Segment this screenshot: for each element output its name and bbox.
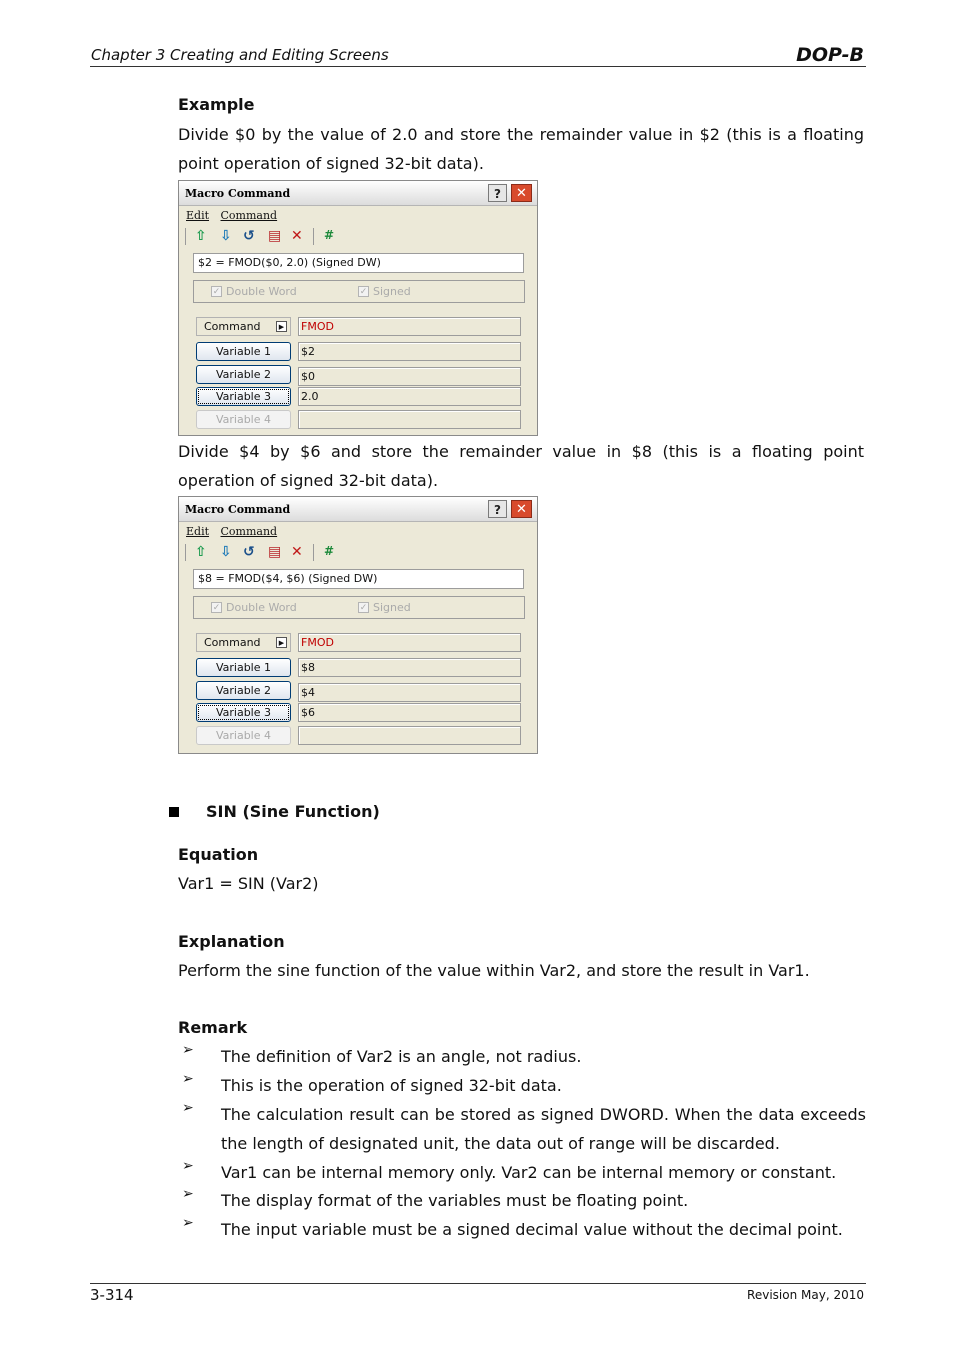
arrow-bullet-icon: ➢ [182,1186,194,1202]
page-header [90,44,866,67]
signed-checkbox: ✓ [359,603,368,613]
close-button[interactable]: ✕ [511,500,532,518]
menu-bar [186,209,285,222]
document-icon[interactable]: ▤ [268,228,282,244]
equation-heading: Equation [178,845,259,864]
arrow-bullet-icon: ➢ [182,1215,194,1231]
delete-icon[interactable]: ✕ [291,544,303,560]
variable-3-button[interactable]: Variable 3 [196,703,291,722]
hash-icon[interactable]: # [324,544,335,558]
variable-3-field[interactable]: $6 [298,703,521,722]
example-heading: Example [178,95,255,114]
equation-text: Var1 = SIN (Var2) [178,874,319,893]
remark-text: The calculation result can be stored as signed DWORD. When the data exceeds the length of designated unit, the data out of range will be discarded. [221,1105,866,1153]
chapter-title: Chapter 3 Creating and Editing Screens [91,46,389,64]
refresh-icon[interactable]: ↺ [243,228,255,244]
command-label: Command [204,636,261,649]
arrow-bullet-icon: ➢ [182,1158,194,1174]
variable-3-field[interactable]: 2.0 [298,387,521,406]
page-number: 3-314 [90,1286,134,1304]
remark-text: The input variable must be a signed decimal value without the decimal point. [221,1220,843,1239]
variable-1-button[interactable]: Variable 1 [196,342,291,361]
footer-rule [90,1283,866,1284]
remark-heading: Remark [178,1018,248,1037]
equation-display: $2 = FMOD($0, 2.0) (Signed DW) [193,253,524,273]
command-field[interactable]: FMOD [298,633,521,652]
command-label: Command [204,320,261,333]
variable-4-button: Variable 4 [196,410,291,429]
arrow-bullet-icon: ➢ [182,1042,194,1058]
sin-section-title: SIN (Sine Function) [206,802,380,821]
variable-4-field [298,410,521,429]
variable-1-button[interactable]: Variable 1 [196,658,291,677]
menu-command[interactable]: Command [220,525,278,538]
revision-date: Revision May, 2010 [747,1288,864,1302]
hash-icon[interactable]: # [324,228,335,242]
toolbar-separator [185,544,186,561]
equation-display: $8 = FMOD($4, $6) (Signed DW) [193,569,524,589]
double-word-checkbox: ✓ [212,287,221,297]
document-icon[interactable]: ▤ [268,544,282,560]
remark-text: The definition of Var2 is an angle, not radius. [221,1047,582,1066]
remark-text: The display format of the variables must be floating point. [221,1191,689,1210]
dialog-title: Macro Command [185,503,291,516]
refresh-icon[interactable]: ↺ [243,544,255,560]
dop-b-logo: DOP-B [796,44,864,66]
close-button[interactable]: ✕ [511,184,532,202]
macro-command-dialog-2 [178,496,538,754]
explanation-heading: Explanation [178,932,285,951]
help-button[interactable]: ? [488,500,507,518]
help-button[interactable]: ? [488,184,507,202]
dialog-titlebar [179,497,537,522]
play-icon: ▶ [276,637,287,648]
toolbar [185,544,525,564]
variable-2-field[interactable]: $4 [298,683,521,702]
toolbar [185,228,525,248]
dialog-title: Macro Command [185,187,291,200]
example-paragraph-1: Divide $0 by the value of 2.0 and store the remainder value in $2 (this is a floating point operation of signed 32-bit data). [178,125,864,173]
options-group [193,280,525,303]
menu-command[interactable]: Command [220,209,278,222]
variable-1-field[interactable]: $8 [298,658,521,677]
play-icon: ▶ [276,321,287,332]
variable-2-button[interactable]: Variable 2 [196,365,291,384]
double-word-label: Double Word [226,601,297,614]
variable-2-field[interactable]: $0 [298,367,521,386]
section-bullet [169,807,179,817]
menu-bar [186,525,285,538]
arrow-up-icon[interactable]: ⇧ [195,228,207,244]
signed-checkbox: ✓ [359,287,368,297]
options-group [193,596,525,619]
arrow-bullet-icon: ➢ [182,1071,194,1087]
arrow-bullet-icon: ➢ [182,1100,194,1116]
dialog-titlebar [179,181,537,206]
toolbar-separator [313,228,314,245]
variable-2-button[interactable]: Variable 2 [196,681,291,700]
menu-edit[interactable]: Edit [186,525,210,538]
example-paragraph-2: Divide $4 by $6 and store the remainder value in $8 (this is a floating point operation of signed 32-bit data). [178,442,864,490]
signed-label: Signed [373,285,411,298]
arrow-down-icon[interactable]: ⇩ [220,544,232,560]
toolbar-separator [185,228,186,245]
arrow-up-icon[interactable]: ⇧ [195,544,207,560]
macro-command-dialog-1 [178,180,538,436]
remark-text: This is the operation of signed 32-bit data. [221,1076,562,1095]
double-word-checkbox: ✓ [212,603,221,613]
delete-icon[interactable]: ✕ [291,228,303,244]
command-field[interactable]: FMOD [298,317,521,336]
toolbar-separator [313,544,314,561]
remark-text: Var1 can be internal memory only. Var2 can be internal memory or constant. [221,1163,837,1182]
double-word-label: Double Word [226,285,297,298]
command-button[interactable] [196,317,291,336]
variable-4-field [298,726,521,745]
arrow-down-icon[interactable]: ⇩ [220,228,232,244]
command-button[interactable] [196,633,291,652]
variable-1-field[interactable]: $2 [298,342,521,361]
variable-3-button[interactable]: Variable 3 [196,387,291,406]
menu-edit[interactable]: Edit [186,209,210,222]
variable-4-button: Variable 4 [196,726,291,745]
explanation-text: Perform the sine function of the value within Var2, and store the result in Var1. [178,961,810,980]
signed-label: Signed [373,601,411,614]
